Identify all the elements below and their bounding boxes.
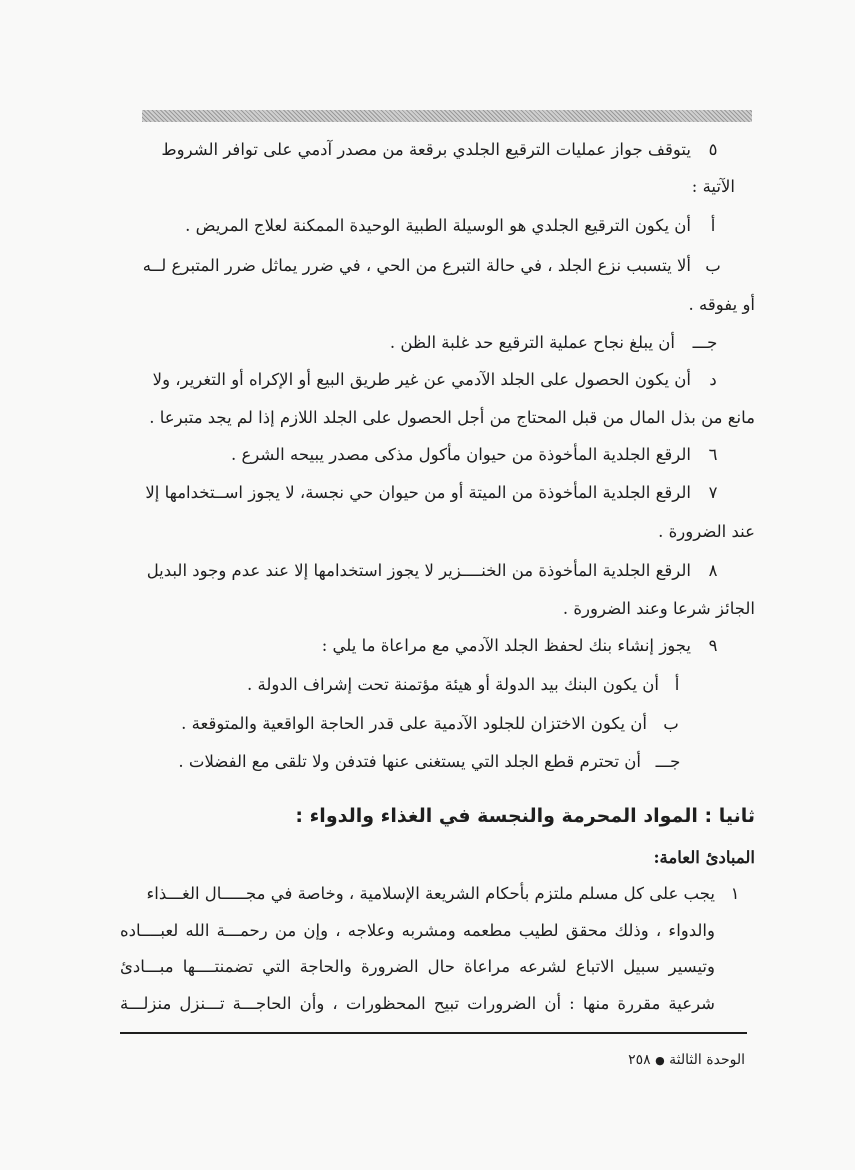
list-item [120, 445, 735, 465]
item-text: أن يكون البنك بيد الدولة أو هيئة مؤتمنة تحت إشراف الدولة . [247, 675, 659, 694]
list-item [120, 675, 695, 695]
item-continuation: الجائز شرعا وعند الضرورة . [562, 599, 755, 618]
bullet-icon: ● [655, 1054, 665, 1067]
item-text: أن يكون الترقيع الجلدي هو الوسيلة الطبية الوحيدة الممكنة لعلاج المريض . [185, 216, 691, 235]
item-number: ٧ [708, 483, 718, 502]
list-item [120, 333, 735, 353]
item-number: ٨ [708, 561, 718, 580]
item-number: ٦ [708, 445, 718, 464]
list-item [120, 561, 735, 581]
list-item [120, 714, 695, 734]
item-letter: ب [705, 256, 721, 275]
item-letter: أ [674, 675, 680, 694]
item-letter: جـــ [655, 752, 681, 771]
item-letter: ب [663, 714, 679, 733]
item-text: أن تحترم قطع الجلد التي يستغنى عنها فتدفن ولا تلقى مع الفضلات . [178, 752, 641, 771]
list-item [120, 256, 735, 276]
item-text: الرقع الجلدية المأخوذة من الخنــــزير لا يجوز استخدامها إلا عند عدم وجود البديل [146, 561, 691, 580]
item-text: ألا يتسبب نزع الجلد ، في حالة التبرع من الحي ، في ضرر يماثل ضرر المتبرع لــه [142, 256, 691, 275]
item-continuation: عند الضرورة . [658, 522, 755, 541]
item-text: الرقع الجلدية المأخوذة من الميتة أو من حيوان حي نجسة، لا يجوز اســتخدامها إلا [145, 483, 691, 502]
item-text: يجوز إنشاء بنك لحفظ الجلد الآدمي مع مراعاة ما يلي : [321, 636, 691, 655]
subheading: المبادئ العامة: [653, 848, 755, 867]
item-line: وتيسير سبيل الاتباع لشرعه مراعاة حال الضرورة والحاجة التي تضمنتــــها مبـــادئ [120, 957, 715, 976]
item-text: يتوقف جواز عمليات الترقيع الجلدي برقعة من مصدر آدمي على توافر الشروط [161, 140, 691, 159]
section-heading: ثانيا : المواد المحرمة والنجسة في الغذاء والدواء : [295, 805, 755, 827]
footer-rule [120, 1032, 747, 1034]
list-item [120, 752, 695, 772]
item-text: أن يكون الحصول على الجلد الآدمي عن غير طريق البيع أو الإكراه أو التغرير، ولا [152, 370, 691, 389]
unit-label: الوحدة الثالثة [669, 1052, 745, 1068]
item-continuation: الآتية : [691, 177, 735, 196]
item-number: ٥ [708, 140, 718, 159]
item-line: والدواء ، وذلك محقق لطيب مطعمه ومشربه وعلاجه ، وإن من رحمـــة الله لعبــــاده [120, 921, 715, 940]
list-item [120, 636, 735, 656]
item-text: أن يبلغ نجاح عملية الترقيع حد غلبة الظن . [389, 333, 675, 352]
item-line: شرعية مقررة منها : أن الضرورات تبيح المحظورات ، وأن الحاجـــة تـــنزل منزلـــة [120, 994, 715, 1013]
item-text: الرقع الجلدية المأخوذة من حيوان مأكول مذكى مصدر يبيحه الشرع . [230, 445, 691, 464]
page-footer [560, 1052, 745, 1068]
item-text: أن يكون الاختزان للجلود الآدمية على قدر الحاجة الواقعية والمتوقعة . [181, 714, 647, 733]
list-item [120, 140, 735, 160]
list-item [120, 884, 755, 904]
item-letter: جـــ [692, 333, 718, 352]
item-continuation: مانع من بذل المال من قبل المحتاج من أجل الحصول على الجلد اللازم إذا لم يجد متبرعا . [149, 408, 755, 427]
list-item [120, 216, 735, 236]
item-continuation: أو يفوقه . [688, 295, 755, 314]
list-item [120, 483, 735, 503]
item-line: يجب على كل مسلم ملتزم بأحكام الشريعة الإسلامية ، وخاصة في مجـــــال الغـــذاء [146, 884, 715, 903]
item-letter: أ [710, 216, 716, 235]
header-rule [142, 110, 752, 122]
item-number: ٩ [708, 636, 718, 655]
page-number: ٢٥٨ [628, 1052, 651, 1068]
list-item [120, 370, 735, 390]
item-letter: د [709, 370, 717, 389]
item-number: ١ [730, 884, 740, 903]
